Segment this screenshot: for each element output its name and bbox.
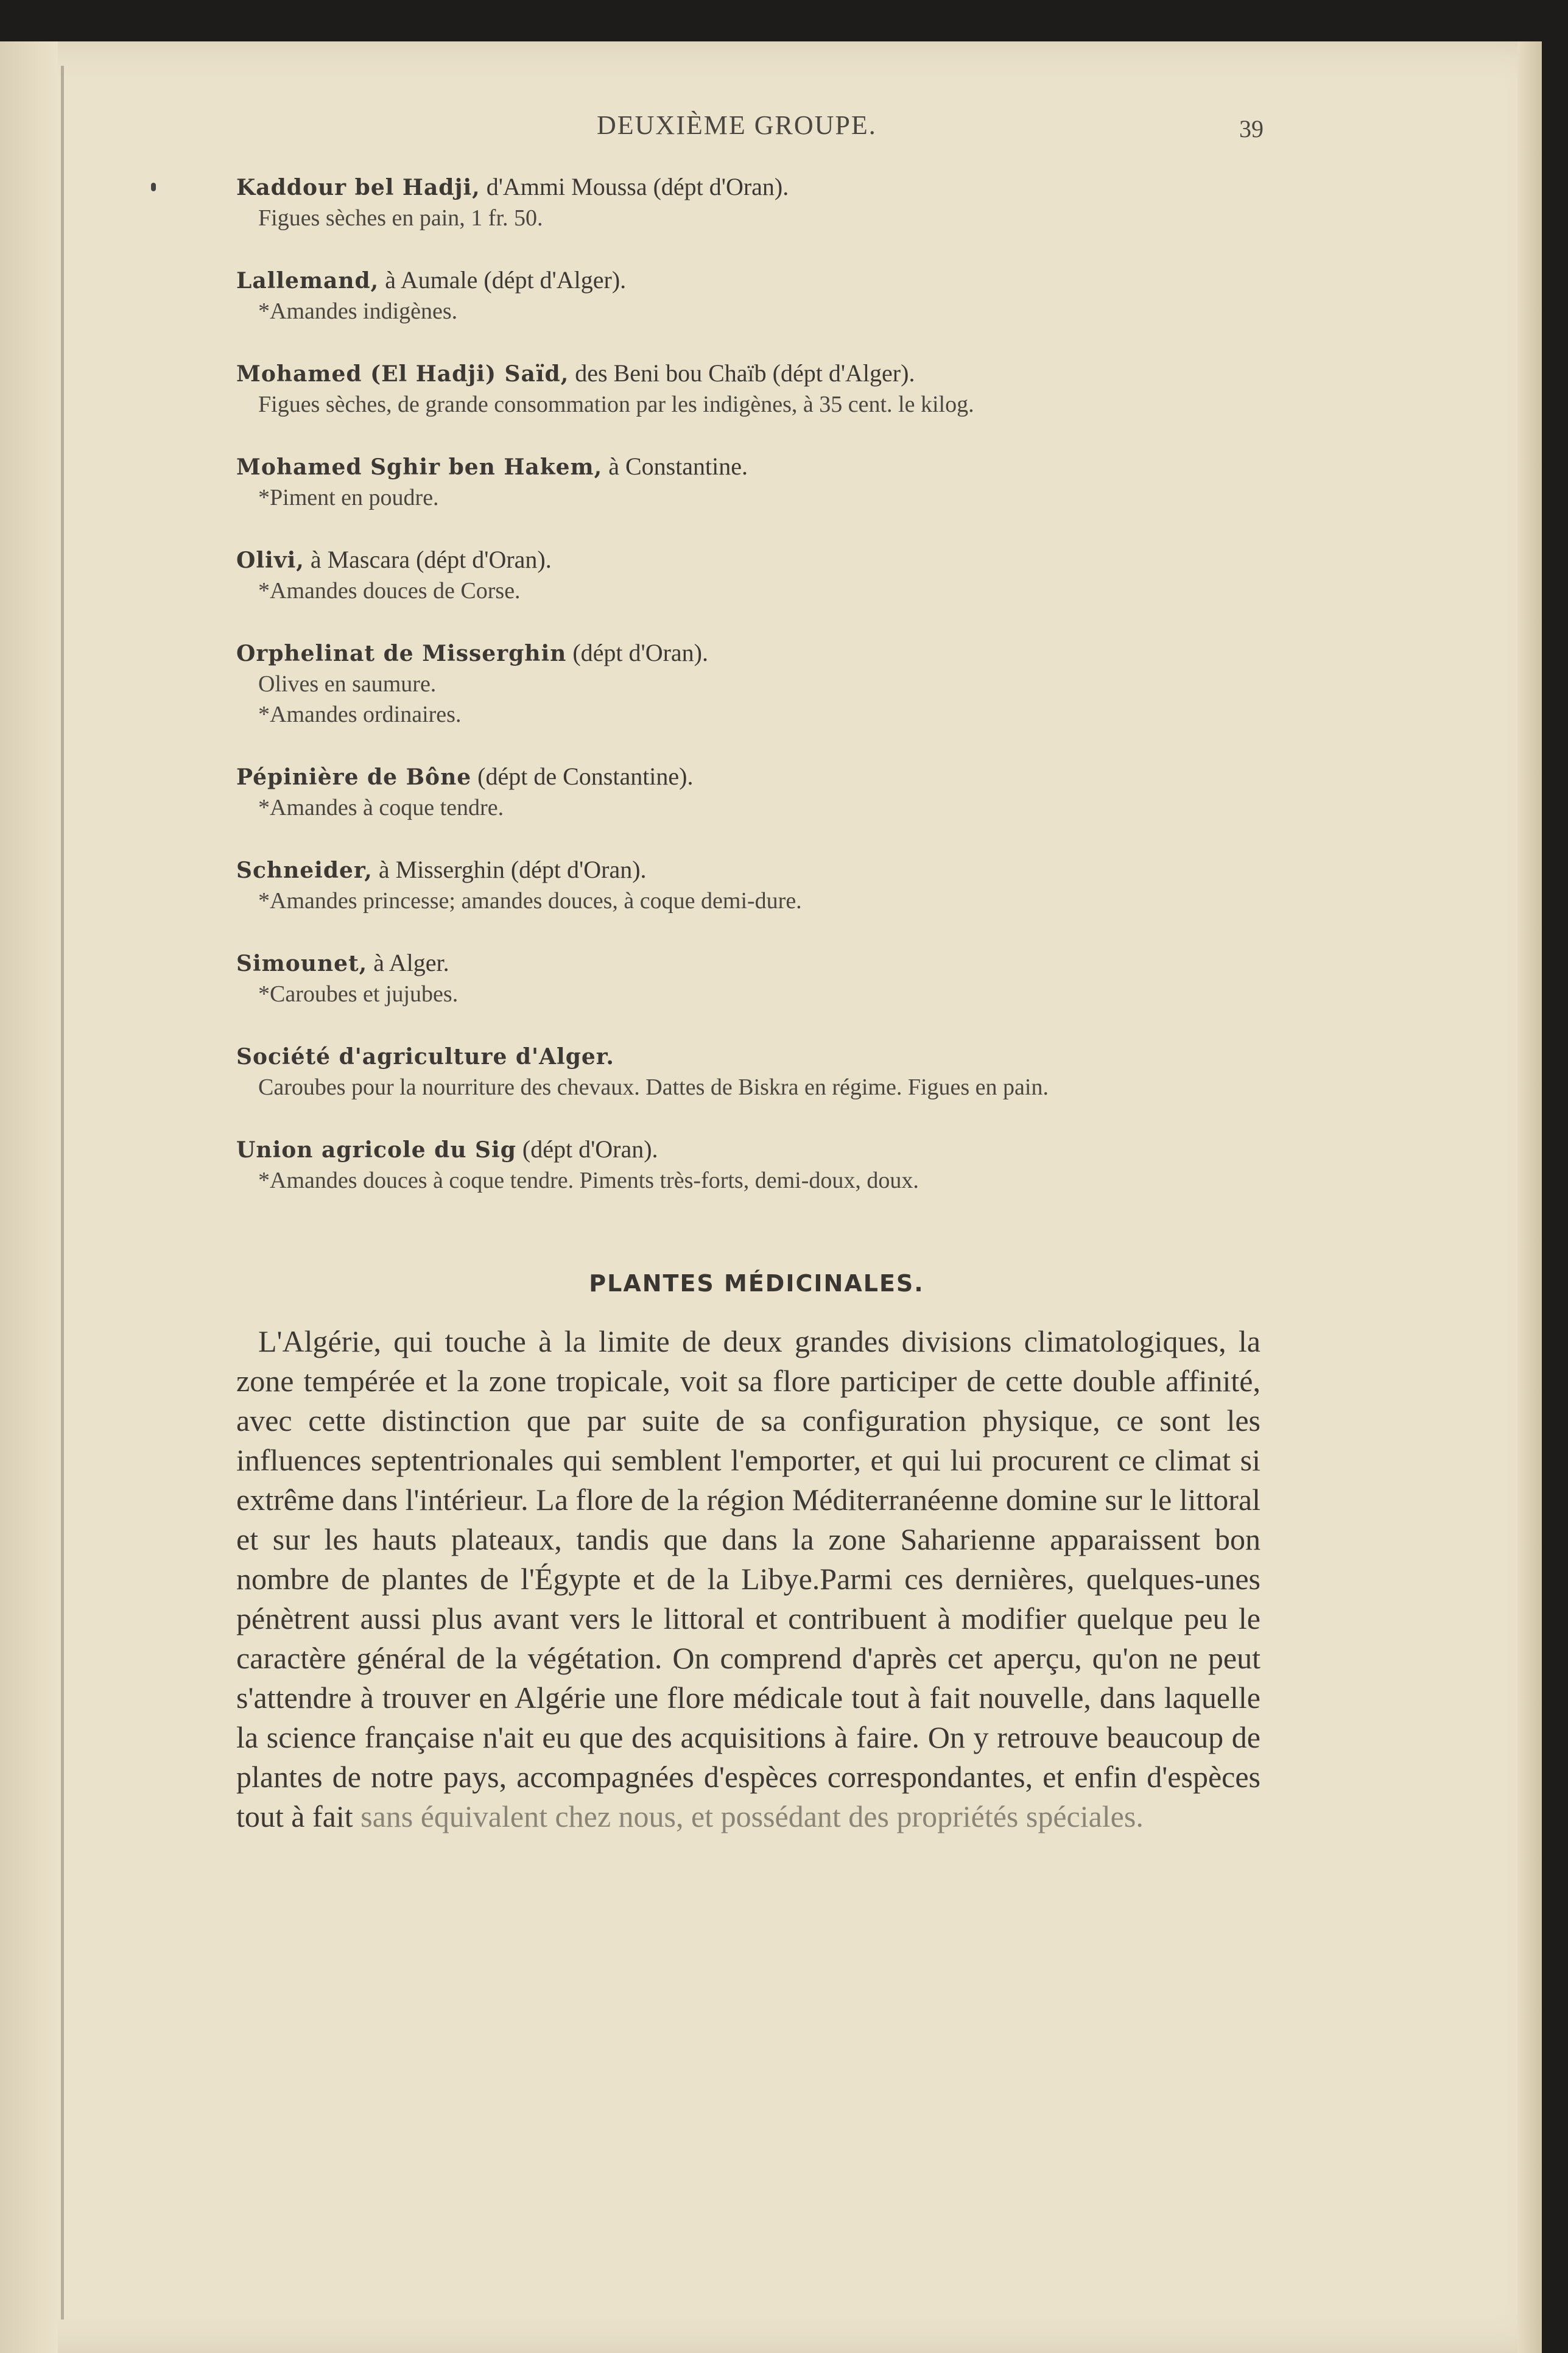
exhibitor-name: Lallemand, [236,268,379,294]
list-item [236,948,1308,1009]
exhibit-detail: *Amandes à coque tendre. [258,795,504,820]
exhibitor-location: à Mascara (dépt d'Oran). [304,546,552,573]
exhibitor-location: d'Ammi Moussa (dépt d'Oran). [480,173,789,200]
exhibit-detail: *Amandes ordinaires. [258,702,462,727]
running-head: DEUXIÈME GROUPE. [597,110,877,140]
exhibitor-name: Pépinière de Bône [236,764,472,790]
exhibit-detail: *Piment en poudre. [258,485,439,510]
gutter-line [61,66,64,2319]
paragraph-text: L'Algérie, qui touche à la limite de deux grandes divisions climatologiques, la zone tempérée et la zone tropicale, voit sa flore participer de cette double affinité, avec cette distinction que par suite de sa configuration physique, ce sont les influences septentrionales qui semblent l'emporter, et qui lui procurent ce climat si extrême dans l'intérieur. La flore de la région Méditerranéenne domine sur le littoral et sur les hauts plateaux, tandis que dans la zone Saharienne apparaissent bon nombre de plantes de l'Égypte et de la Libye.Parmi ces dernières, quelques-unes pénètrent aussi plus avant vers le littoral et contribuent à modifier quelque peu le caractère général de la végétation. On comprend d'après cet aperçu, qu'on ne peut s'attendre à trouver en Algérie une flore médicale tout à fait nouvelle, dans laquelle la science française n'ait eu que des acquisitions à faire. On y retrouve beaucoup de plantes de notre pays, accompagnées d'espèces correspondantes, et enfin d'espèces tout à fait [236,1324,1260,1833]
page-number: 39 [1239,115,1264,143]
exhibit-detail: *Amandes indigènes. [258,298,458,324]
section-title [0,1270,1568,1297]
exhibitor-location: (dépt d'Oran). [516,1135,658,1163]
exhibitor-name: Mohamed Sghir ben Hakem, [236,454,603,480]
list-item [236,545,1308,606]
exhibitor-list [236,172,1308,1227]
list-item [236,1041,1308,1102]
exhibit-detail: *Amandes douces à coque tendre. Piments très-forts, demi-doux, doux. [258,1168,919,1193]
exhibitor-name: Union agricole du Sig [236,1137,516,1163]
exhibit-detail: Olives en saumure. [258,671,437,697]
exhibitor-name: Société d'agriculture d'Alger. [236,1044,614,1070]
exhibitor-name: Olivi, [236,548,304,573]
section-title-text: PLANTES MÉDICINALES. [589,1270,924,1297]
exhibitor-location: à Alger. [367,949,449,976]
exhibitor-location: des Beni bou Chaïb (dépt d'Alger). [569,359,915,387]
exhibitor-name: Schneider, [236,858,373,883]
margin-mark [151,183,156,191]
list-item [236,265,1308,326]
list-item [236,638,1308,730]
exhibitor-location: à Aumale (dépt d'Alger). [379,266,627,294]
exhibit-detail: *Amandes princesse; amandes douces, à coque demi-dure. [258,888,802,914]
list-item [236,172,1308,233]
exhibitor-name: Mohamed (El Hadji) Saïd, [236,361,569,387]
exhibit-detail: *Amandes douces de Corse. [258,578,521,604]
body-paragraph [236,1322,1260,1836]
exhibit-detail: Figues sèches, de grande consommation par les indigènes, à 35 cent. le kilog. [258,392,974,417]
page-edge [1517,41,1542,2353]
exhibit-detail: *Caroubes et jujubes. [258,981,459,1007]
exhibitor-location: (dépt de Constantine). [471,763,694,790]
exhibit-detail: Caroubes pour la nourriture des chevaux. Dattes de Biskra en régime. Figues en pain. [258,1074,1049,1100]
list-item [236,451,1308,513]
list-item [236,855,1308,916]
exhibitor-name: Orphelinat de Misserghin [236,641,567,666]
exhibitor-location: (dépt d'Oran). [566,639,709,666]
paragraph-text-faded: sans équivalent chez nous, et possédant des propriétés spéciales. [360,1799,1144,1833]
exhibit-detail: Figues sèches en pain, 1 fr. 50. [258,205,543,231]
page-fold [0,41,58,2353]
list-item [236,761,1308,823]
exhibitor-location: à Constantine. [602,453,748,480]
exhibitor-name: Simounet, [236,951,368,976]
list-item [236,358,1308,420]
list-item [236,1134,1308,1196]
exhibitor-name: Kaddour bel Hadji, [236,175,480,200]
exhibitor-location: à Misserghin (dépt d'Oran). [372,856,647,883]
